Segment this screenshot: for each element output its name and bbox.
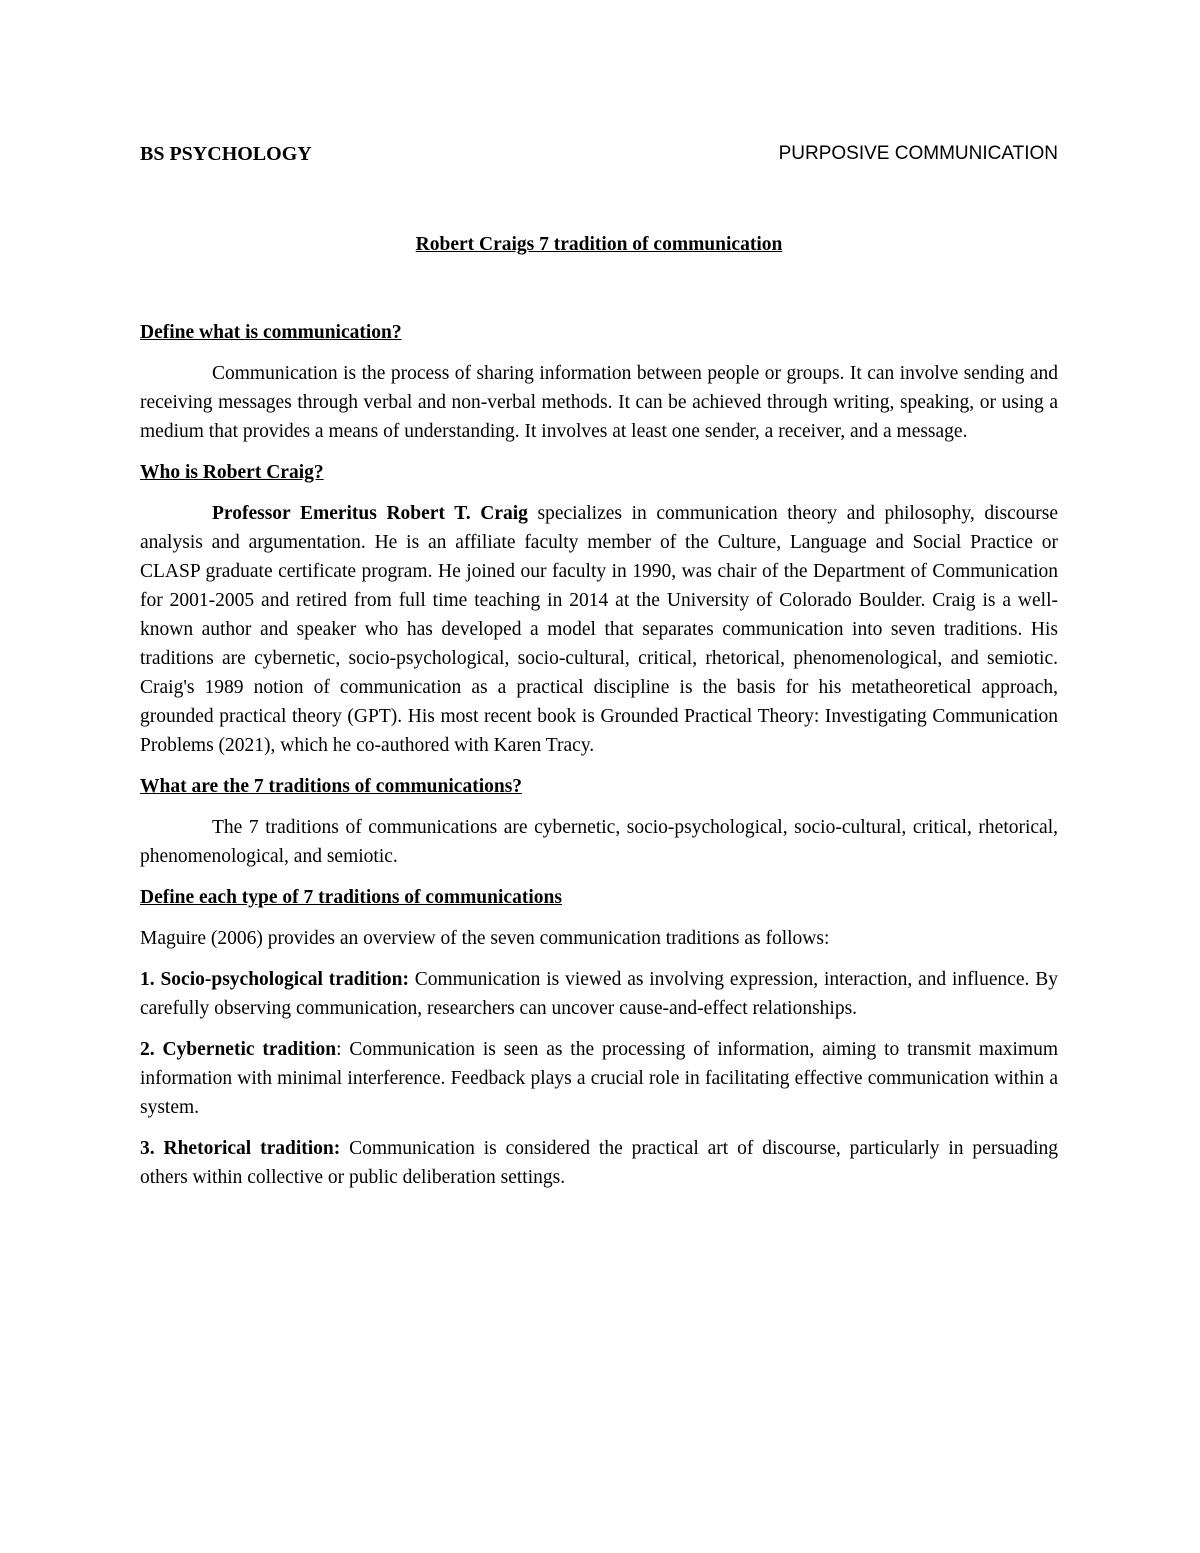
paragraph-define-communication: Communication is the process of sharing information between people or groups. It can involve sending and receiving messages through verbal and non-verbal methods. It can be achieved through writing, speaking, or using a medium that provides a means of understanding. It involves at least one sender, a receiver, and a message. (140, 363, 1058, 442)
paragraph-maguire-intro: Maguire (2006) provides an overview of the seven communication traditions as follows: (140, 928, 830, 949)
paragraph-what-are-traditions: The 7 traditions of communications are cybernetic, socio-psychological, socio-cultural, critical, rhetorical, phenomenological, and semiotic. (140, 817, 1058, 867)
header-course-program: BS PSYCHOLOGY (140, 143, 312, 165)
heading-define-communication: Define what is communication? (140, 322, 402, 343)
page-header (140, 143, 1058, 171)
tradition-item (140, 965, 1058, 1023)
tradition-text: Communication is considered the practical art of discourse, particularly in persuading others within collective or public deliberation settings. (140, 1138, 1058, 1188)
tradition-label: 1. Socio-psychological tradition: (140, 969, 409, 990)
heading-who-is-craig: Who is Robert Craig? (140, 462, 324, 483)
craig-name-bold: Professor Emeritus Robert T. Craig (212, 503, 528, 524)
paragraph-who-is-craig (140, 499, 1058, 760)
tradition-item (140, 1035, 1058, 1122)
tradition-label: 3. Rhetorical tradition: (140, 1138, 341, 1159)
document-title: Robert Craigs 7 tradition of communication (415, 234, 783, 255)
tradition-text: : Communication is seen as the processing of information, aiming to transmit maximum information with minimal interference. Feedback plays a crucial role in facilitating effective communication within a system. (140, 1039, 1058, 1118)
tradition-label: 2. Cybernetic tradition (140, 1039, 337, 1060)
document-body (140, 318, 1058, 1204)
header-subject: PURPOSIVE COMMUNICATION (778, 143, 1058, 164)
tradition-text: Communication is viewed as involving expression, interaction, and influence. By carefully observing communication, researchers can uncover cause-and-effect relationships. (140, 969, 1058, 1019)
heading-define-each-tradition: Define each type of 7 traditions of communications (140, 887, 562, 908)
heading-what-are-traditions: What are the 7 traditions of communications? (140, 776, 523, 797)
craig-bio-text: specializes in communication theory and philosophy, discourse analysis and argumentation. He is an affiliate faculty member of the Culture, Language and Social Practice or CLASP graduate certificate program. He joined our faculty in 1990, was chair of the Department of Communication for 2001-2005 and retired from full time teaching in 2014 at the University of Colorado Boulder. Craig is a well-known author and speaker who has developed a model that separates communication into seven traditions. His traditions are cybernetic, socio-psychological, socio-cultural, critical, rhetorical, phenomenological, and semiotic. Craig's 1989 notion of communication as a practical discipline is the basis for his metatheoretical approach, grounded practical theory (GPT). His most recent book is Grounded Practical Theory: Investigating Communication Problems (2021), which he co-authored with Karen Tracy. (140, 503, 1058, 756)
tradition-item (140, 1134, 1058, 1192)
